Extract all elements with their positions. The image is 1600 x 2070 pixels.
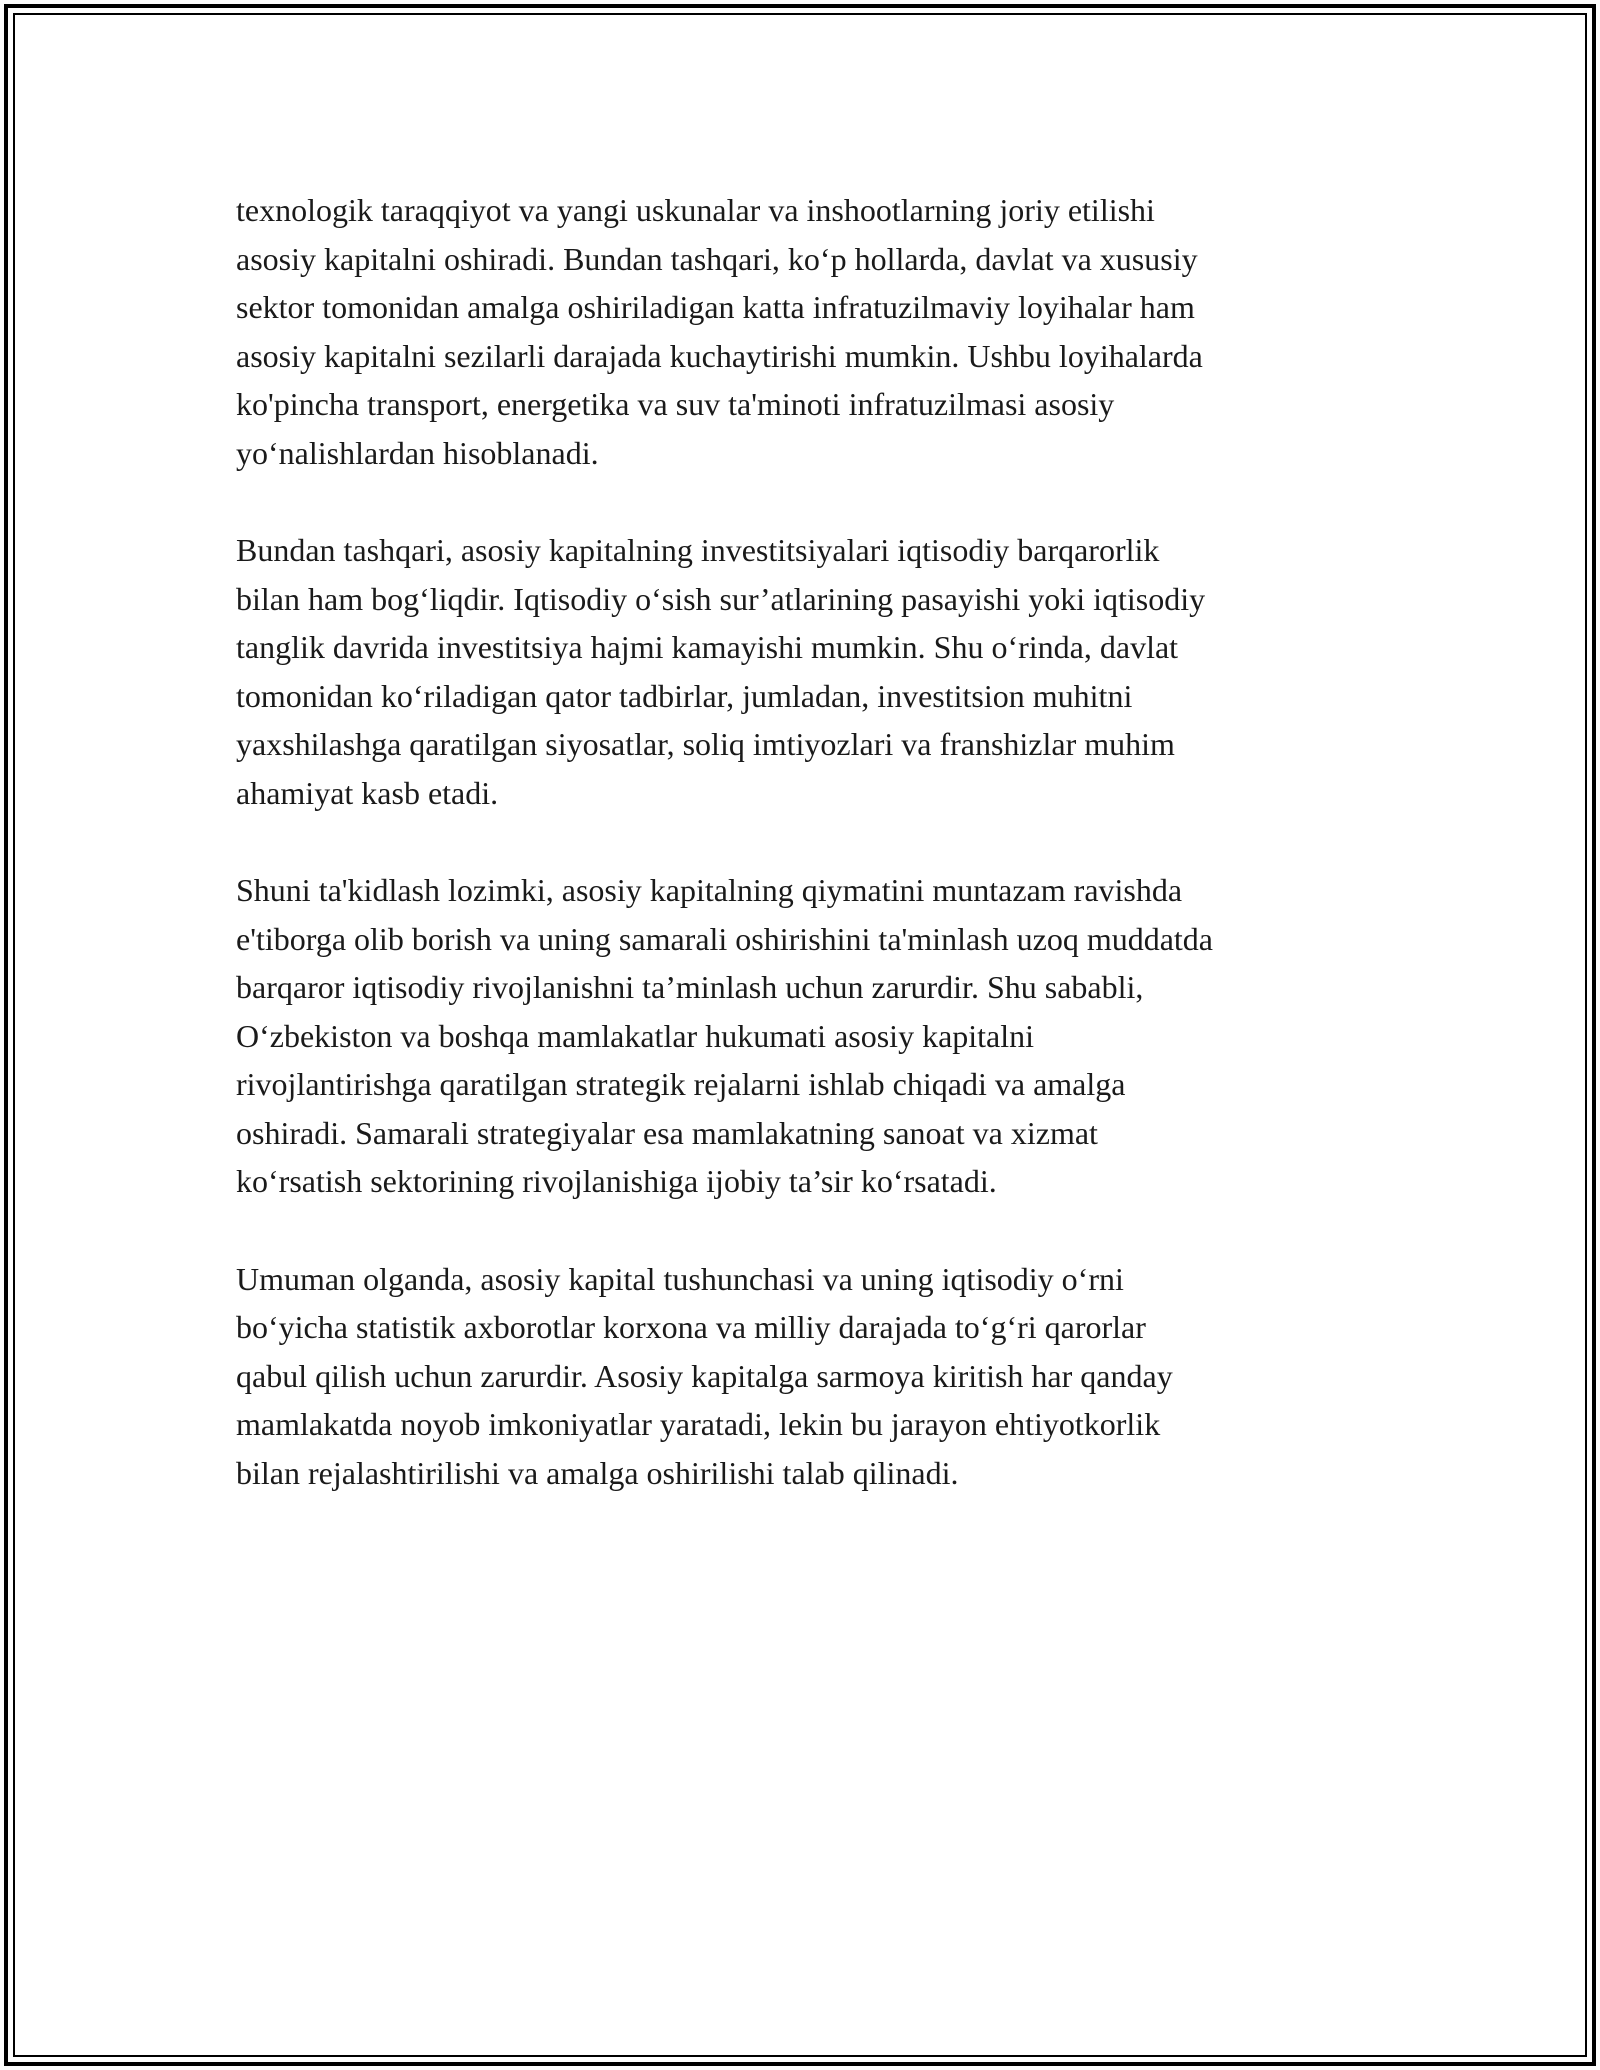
text-line: barqaror iqtisodiy rivojlanishni ta’minlash uchun zarurdir. Shu sababli, [236,969,1144,1005]
paragraph-1 [236,186,1366,477]
text-line: oshiradi. Samarali strategiyalar esa mamlakatning sanoat va xizmat [236,1114,1098,1151]
text-line: texnologik taraqqiyot va yangi uskunalar va inshootlarning joriy etilishi [236,192,1155,228]
text-line: bilan ham bog‘liqdir. Iqtisodiy o‘sish sur’atlarining pasayishi yoki iqtisodiy [236,580,1206,617]
text-line: yaxshilashga qaratilgan siyosatlar, soliq imtiyozlari va franshizlar muhim [236,726,1175,762]
text-line: ko‘rsatish sektorining rivojlanishiga ijobiy ta’sir ko‘rsatadi. [236,1163,997,1199]
text-line: Bundan tashqari, asosiy kapitalning investitsiyalari iqtisodiy barqarorlik [236,532,1160,568]
text-line: bo‘yicha statistik axborotlar korxona va milliy darajada to‘g‘ri qarorlar [236,1309,1146,1345]
text-line: Shuni ta'kidlash lozimki, asosiy kapitalning qiymatini muntazam ravishda [236,872,1183,908]
text-line: qabul qilish uchun zarurdir. Asosiy kapitalga sarmoya kiritish har qanday [236,1357,1173,1394]
paragraph-3 [236,866,1366,1206]
text-line: yo‘nalishlardan hisoblanadi. [236,434,599,471]
document-body [236,186,1366,1546]
text-line: mamlakatda noyob imkoniyatlar yaratadi, lekin bu jarayon ehtiyotkorlik [236,1406,1161,1442]
text-line: sektor tomonidan amalga oshiriladigan katta infratuzilmaviy loyihalar ham [236,289,1195,325]
text-line: asosiy kapitalni oshiradi. Bundan tashqari, ko‘p hollarda, davlat va xususiy [236,240,1198,277]
paragraph-4 [236,1255,1366,1498]
text-line: rivojlantirishga qaratilgan strategik rejalarni ishlab chiqadi va amalga [236,1066,1126,1102]
text-line: tanglik davrida investitsiya hajmi kamayishi mumkin. Shu o‘rinda, davlat [236,629,1179,665]
text-line: e'tiborga olib borish va uning samarali oshirishini ta'minlash uzoq muddatda [236,920,1213,957]
text-line: tomonidan ko‘riladigan qator tadbirlar, jumladan, investitsion muhitni [236,677,1133,714]
text-line: ahamiyat kasb etadi. [236,774,499,811]
text-line: Umuman olganda, asosiy kapital tushunchasi va uning iqtisodiy o‘rni [236,1260,1124,1297]
text-line: O‘zbekiston va boshqa mamlakatlar hukumati asosiy kapitalni [236,1017,1035,1054]
text-line: asosiy kapitalni sezilarli darajada kuchaytirishi mumkin. Ushbu loyihalarda [236,337,1203,374]
paragraph-2 [236,526,1366,817]
text-line: ko'pincha transport, energetika va suv ta'minoti infratuzilmasi asosiy [236,386,1115,422]
text-line: bilan rejalashtirilishi va amalga oshirilishi talab qilinadi. [236,1454,959,1491]
